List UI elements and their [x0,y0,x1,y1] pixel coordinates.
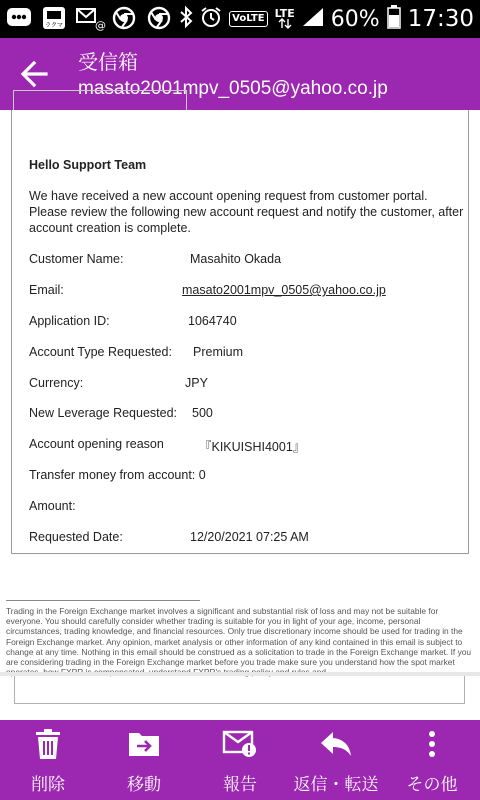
more-label: その他 [406,775,458,795]
lte-indicator [275,8,295,30]
risk-disclaimer: Trading in the Foreign Exchange market involves a significant and substantial risk of loss and may not be suitable for everyone. You should carefully consider whether trading is suitable for you in light of your age, income, personal circumstances, trading knowledge, and financial resources. Only true discretionary income should be used for trading in the Foreign Exchange market. Any opinion, market analysis or other information of any kind contained in this email is subject to change at any time. Nothing in this email should be construed as a solicitation to trade in the Foreign Exchange market. If you are considering trading in the Foreign Exchange market before you trade make sure you understand how the spot market [6,606,472,668]
reply-forward-button[interactable] [288,720,384,800]
field-value-customer-name: Masahito Okada [190,252,282,266]
move-folder-icon [96,728,192,760]
volte-indicator: VoLTE [229,11,267,27]
email-card [11,110,469,554]
delete-button[interactable] [0,720,96,800]
battery-percent: 60% [330,6,380,32]
more-vert-icon [384,728,480,760]
report-label: 報告 [223,775,257,795]
clock: 17:30 [407,6,474,32]
back-button[interactable] [14,56,54,92]
status-bar [0,0,480,38]
message-body[interactable] [0,110,480,720]
notification-icons [6,6,172,30]
signal-icon [302,7,324,31]
field-value-currency: JPY [185,376,208,390]
field-label-account-type: Account Type Requested: [29,345,172,359]
field-label-requested-date: Requested Date: [29,530,123,544]
greeting: Hello Support Team [29,158,147,172]
system-status [179,0,474,38]
lower-frame [14,676,465,704]
field-label-leverage: New Leverage Requested: [29,406,178,420]
chrome-icon [111,6,137,30]
trash-icon [0,728,96,760]
field-label-currency: Currency: [29,376,84,390]
field-value-application-id: 1064740 [188,314,237,328]
field-value-account-type: Premium [193,345,244,359]
rakuma-app-icon [41,6,67,30]
delete-label: 削除 [31,775,65,795]
lte-label: LTE [274,7,295,20]
svg-text:ラクマ: ラクマ [44,22,64,29]
field-label-application-id: Application ID: [29,314,110,328]
field-label-amount: Amount: [29,499,76,513]
field-label-transfer-account: Transfer money from account: 0 [29,468,206,482]
email-link[interactable]: masato2001mpv_0505@yahoo.co.jp [182,283,386,297]
bottom-action-bar [0,720,480,800]
field-value-leverage: 500 [192,406,213,420]
battery-icon [387,5,401,33]
back-arrow-icon [20,61,48,87]
footer-divider [6,600,200,601]
account-address: masato2001mpv_0505@yahoo.co.jp [78,78,388,99]
svg-text:@: @ [95,19,106,32]
reply-forward-label: 返信・転送 [293,775,379,795]
folder-title: 受信箱 [78,50,138,74]
field-value-opening-reason: 『KIKUISHI4001』 [199,440,306,454]
bluetooth-icon [179,6,193,32]
reply-icon [288,728,384,760]
field-label-email: Email: [29,283,64,297]
chrome-icon-2 [146,6,172,30]
field-label-opening-reason: Account opening reason [29,437,164,451]
intro-text: We have received a new account opening request from customer portal. Please review the following new account request and notify the customer, after account creation is complete. [29,189,464,235]
messenger-icon [6,6,32,30]
field-label-customer-name: Customer Name: [29,252,124,266]
alarm-icon [200,6,222,32]
field-value-requested-date: 12/20/2021 07:25 AM [190,530,309,544]
more-button[interactable] [384,720,480,800]
move-label: 移動 [127,775,161,795]
report-button[interactable] [192,720,288,800]
move-button[interactable] [96,720,192,800]
report-mail-icon [192,728,288,760]
mail-at-icon [76,6,106,32]
